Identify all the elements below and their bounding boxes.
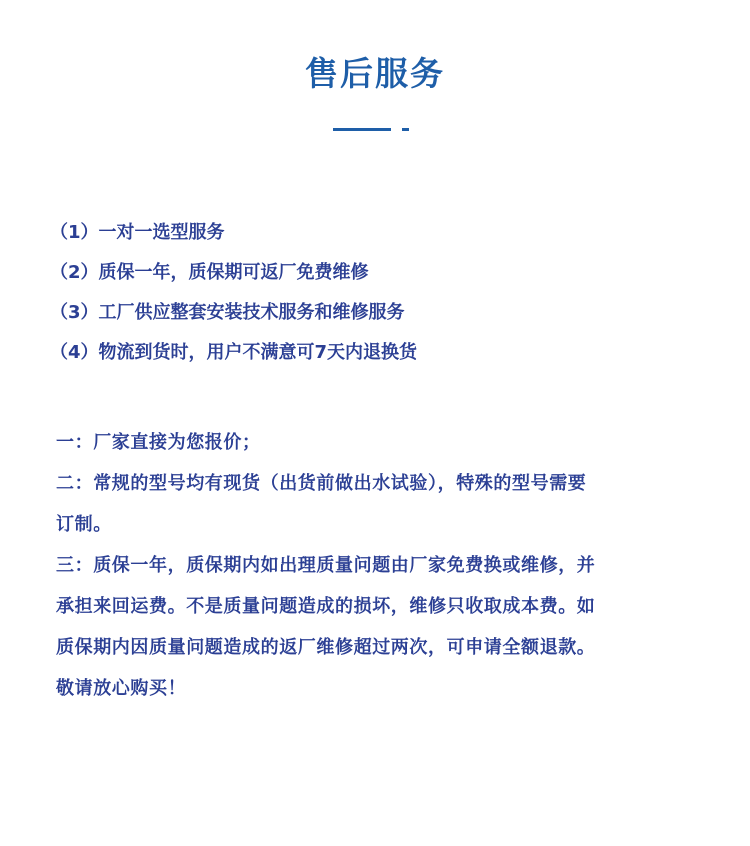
title-divider-long: [333, 128, 391, 131]
title-divider-short: [402, 128, 409, 131]
service-item-1: （1）一对一选型服务: [50, 222, 225, 243]
service-list: [50, 218, 710, 378]
page-title: 售后服务: [305, 54, 445, 93]
note-line-4: 三：质保一年，质保期内如出理质量问题由厂家免费换或维修，并: [56, 555, 596, 576]
note-line-7: 敬请放心购买！: [56, 678, 187, 699]
service-item-4: （4）物流到货时，用户不满意可7天内退换货: [50, 342, 418, 363]
note-line-6: 质保期内因质量问题造成的返厂维修超过两次，可申请全额退款。: [56, 637, 596, 658]
service-item-2: （2）质保一年，质保期可返厂免费维修: [50, 262, 369, 283]
note-line-1: 一：厂家直接为您报价；: [56, 432, 261, 453]
note-line-2: 二：常规的型号均有现货（出货前做出水试验），特殊的型号需要: [56, 473, 587, 494]
note-line-5: 承担来回运费。不是质量问题造成的损坏，维修只收取成本费。如: [56, 596, 596, 617]
service-item-3: （3）工厂供应整套安装技术服务和维修服务: [50, 302, 405, 323]
note-line-3: 订制。: [56, 514, 112, 535]
notes-section: [56, 427, 696, 714]
